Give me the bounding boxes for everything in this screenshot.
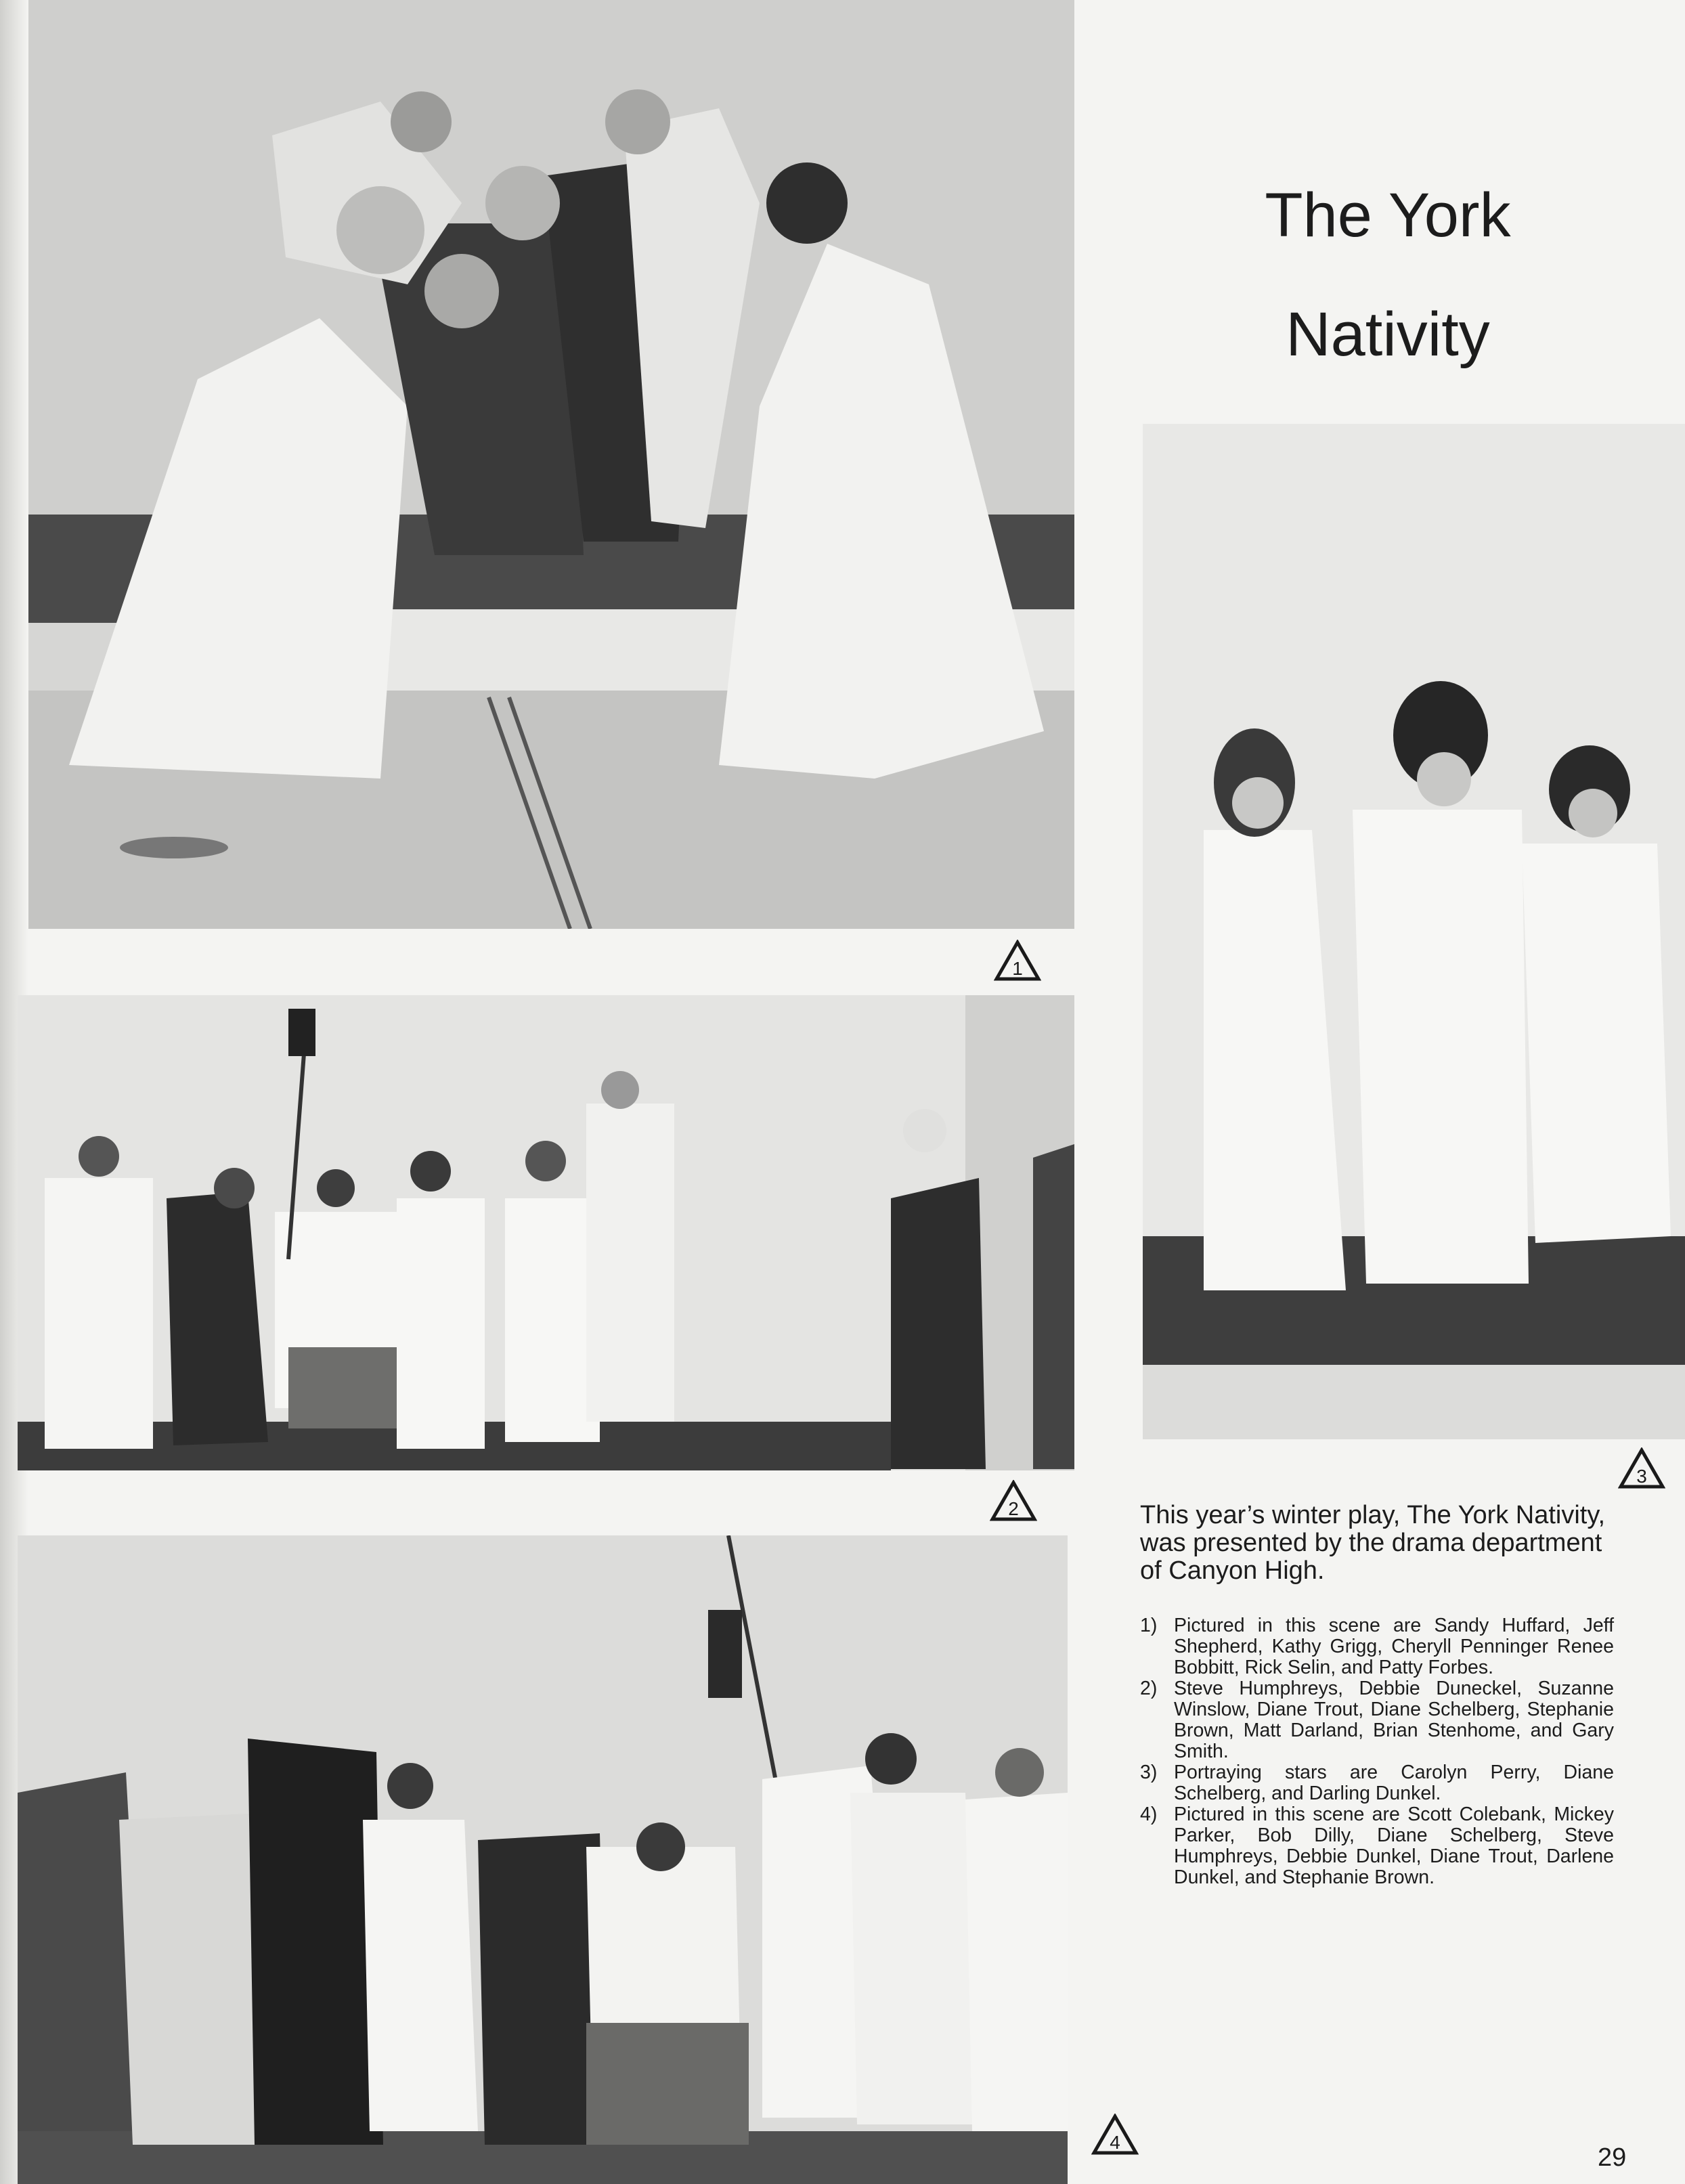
caption-text: Portraying stars are Carolyn Perry, Diane Schelberg, and Darling Dunkel. (1174, 1762, 1614, 1804)
caption-text: Pictured in this scene are Scott Colebank, Mickey Parker, Bob Dilly, Diane Schelberg, Steve Humphreys, Debbie Dunkel, Diane Trout, Darlene Dunkel, and Stephanie Brown. (1174, 1804, 1614, 1888)
photo-3 (1143, 424, 1685, 1439)
caption-number: 4) (1140, 1804, 1158, 1825)
caption-item (1140, 1678, 1614, 1762)
photo-4-number: 4 (1110, 2132, 1120, 2153)
caption-item (1140, 1615, 1614, 1678)
caption-number: 3) (1140, 1762, 1158, 1783)
photo-4 (18, 1535, 1068, 2184)
photo-3-image (1143, 424, 1685, 1439)
photo-4-image (18, 1535, 1068, 2184)
caption-list (1140, 1615, 1614, 1888)
page-number: 29 (1598, 2143, 1627, 2172)
page-title-line-1: The York (1265, 181, 1511, 250)
photo-2-number: 2 (1008, 1498, 1019, 1519)
page-title-line-2: Nativity (1286, 300, 1490, 369)
caption-text: Pictured in this scene are Sandy Huffard, Jeff Shepherd, Kathy Grigg, Cheryll Penninger Renee Bobbitt, Rick Selin, and Patty Forbes. (1174, 1615, 1614, 1678)
caption-item (1140, 1762, 1614, 1804)
intro-paragraph: This year’s winter play, The York Nativity, was presented by the drama department of Canyon High. (1140, 1501, 1606, 1585)
photo-2-number-marker (990, 1480, 1037, 1522)
photo-1-number-marker (994, 940, 1041, 982)
caption-number: 2) (1140, 1678, 1158, 1699)
photo-1-image (28, 0, 1074, 929)
photo-1-number: 1 (1012, 958, 1023, 979)
caption-item (1140, 1804, 1614, 1888)
caption-number: 1) (1140, 1615, 1158, 1636)
photo-1 (28, 0, 1074, 929)
caption-text: Steve Humphreys, Debbie Duneckel, Suzanne Winslow, Diane Trout, Diane Schelberg, Stephanie Brown, Matt Darland, Brian Stenhome, and Gary Smith. (1174, 1678, 1614, 1762)
photo-3-number-marker (1618, 1447, 1665, 1489)
photo-3-number: 3 (1636, 1466, 1647, 1487)
photo-4-number-marker (1091, 2114, 1139, 2156)
photo-2-image (18, 995, 1074, 1470)
photo-2 (18, 995, 1074, 1470)
